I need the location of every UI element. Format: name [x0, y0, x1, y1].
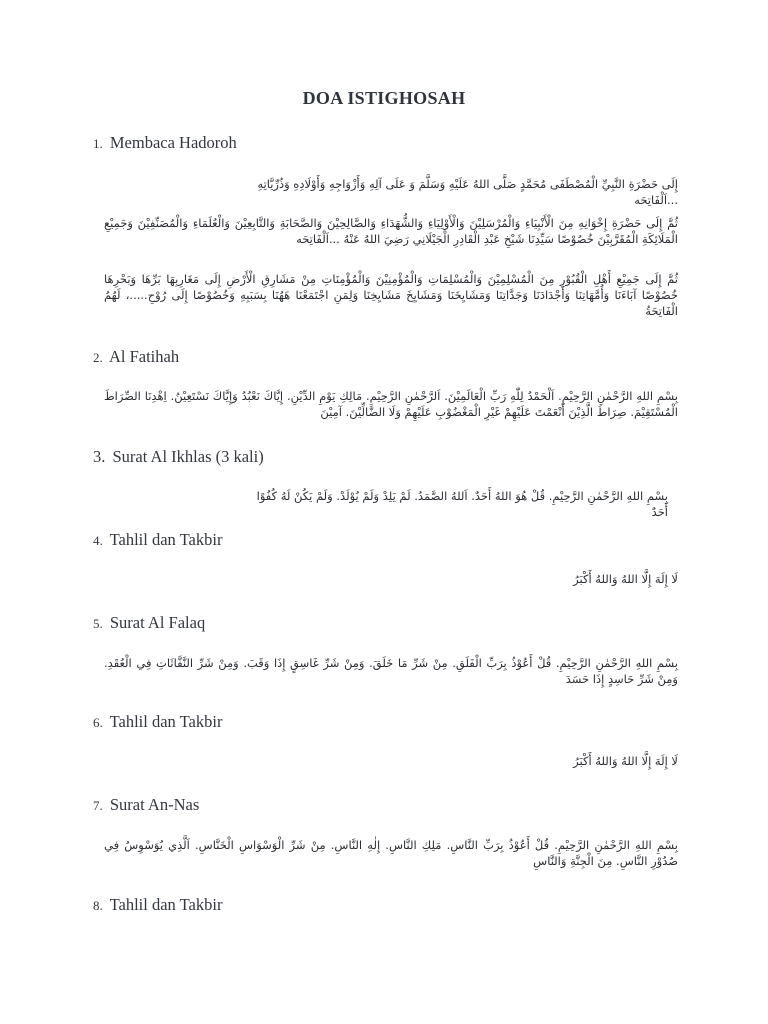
section-title: Membaca Hadoroh	[109, 133, 237, 152]
section-heading-3	[93, 447, 264, 467]
arabic-paragraph: إِلَى حَضْرَةِ النَّبِيِّ الْمُصْطَفَى مُحَمَّدٍ صَلَّى اللهُ عَلَيْهِ وَسَلَّمَ وَ عَلَى آلِهِ وَأَزْوَاجِهِ وَأَوْلَادِهِ وَذُرِّيَّاتِهِ ...اَلْفَاتِحَه	[257, 177, 678, 207]
arabic-paragraph: لَا إِلَهَ إِلَّا اللهُ وَاللهُ أَكْبَرُ	[573, 572, 678, 586]
section-title: Surat An-Nas	[109, 795, 200, 814]
section-title: Al Fatihah	[108, 347, 180, 366]
section-number: 8.	[93, 898, 103, 913]
section-heading-5	[93, 613, 205, 633]
arabic-paragraph: لَا إِلَهَ إِلَّا اللهُ وَاللهُ أَكْبَرُ	[573, 754, 678, 768]
section-heading-4	[93, 530, 222, 550]
section-number: 6.	[93, 715, 103, 730]
arabic-paragraph: بِسْمِ اللهِ الرَّحْمٰنِ الرَّحِيْمِ. قُلْ أَعُوْذُ بِرَبِّ الْفَلَقِ. مِنْ شَرِّ مَا خَلَقَ. وَمِنْ شَرِّ غَاسِقٍ إِذَا وَقَبَ. وَمِنْ شَرِّ النَّفَّاثَاتِ فِي الْعُقَدِ. وَمِنْ شَرِّ حَاسِدٍ إِذَا حَسَدَ	[104, 656, 678, 686]
section-title: Tahlil dan Takbir	[109, 530, 223, 549]
arabic-paragraph: بِسْمِ اللهِ الرَّحْمٰنِ الرَّحِيْمِ. قُلْ هُوَ اللهُ أَحَدٌ. اَللهُ الصَّمَدُ. لَمْ يَلِدْ وَلَمْ يُوْلَدْ. وَلَمْ يَكُنْ لَهُ كُفُوًا أَحَدٌ	[256, 489, 668, 519]
section-number: 7.	[93, 798, 103, 813]
arabic-paragraph: ثُمَّ إِلَى جَمِيْعِ أَهْلِ الْقُبُوْرِ مِنَ الْمُسْلِمِيْنَ وَالْمُسْلِمَاتِ وَالْمُؤْمِنِيْنَ وَالْمُؤْمِنَاتِ مِنْ مَشَارِقِ الْأَرْضِ إِلَى مَغَارِبِهَا بَرِّهَا وَبَحْرِهَا خُصُوْصًا آبَاءَنَا وَأُمَّهَاتِنَا وَأَجْدَادَنَا وَجَدَّاتِنَا وَمَشَايِخَنَا وَمَشَايِخَ مَشَايِخِنَا وَلِمَنِ اجْتَمَعْنَا هَهُنَا بِسَبَبِهِ وَخُصُوْصًا إِلَى رُوْحِ.....، لَهُمُ الْفَاتِحَةُ	[104, 272, 678, 318]
section-heading-7	[93, 795, 199, 815]
section-heading-2	[93, 347, 179, 367]
document-title: DOA ISTIGHOSAH	[302, 88, 466, 108]
section-title: Surat Al Falaq	[109, 613, 206, 632]
arabic-paragraph: بِسْمِ اللهِ الرَّحْمٰنِ الرَّحِيْمِ. اَلْحَمْدُ لِلّٰهِ رَبِّ الْعَالَمِيْنَ. اَلرَّحْمٰنِ الرَّحِيْمِ. مَالِكِ يَوْمِ الدِّيْنِ. إِيَّاكَ نَعْبُدُ وَإِيَّاكَ نَسْتَعِيْنُ. اِهْدِنَا الصِّرَاطَ الْمُسْتَقِيْمَ. صِرَاطَ الَّذِيْنَ أَنْعَمْتَ عَلَيْهِمْ غَيْرِ الْمَغْضُوْبِ عَلَيْهِمْ وَلَا الضَّالِّيْنَ. آمِيْنَ	[104, 389, 678, 419]
section-heading-8	[93, 895, 222, 915]
arabic-paragraph: بِسْمِ اللهِ الرَّحْمٰنِ الرَّحِيْمِ. قُلْ أَعُوْذُ بِرَبِّ النَّاسِ. مَلِكِ النَّاسِ. إِلٰهِ النَّاسِ. مِنْ شَرِّ الْوَسْوَاسِ الْخَنَّاسِ. اَلَّذِي يُوَسْوِسُ فِي صُدُوْرِ النَّاسِ. مِنَ الْجِنَّةِ وَالنَّاسِ	[104, 838, 678, 868]
section-number: 1.	[93, 136, 103, 151]
section-heading-6	[93, 712, 222, 732]
section-number: 5.	[93, 616, 103, 631]
section-title: Tahlil dan Takbir	[109, 712, 223, 731]
section-number: 2.	[93, 350, 103, 365]
section-heading-1	[93, 133, 237, 153]
section-title: Surat Al Ikhlas (3 kali)	[112, 447, 264, 466]
arabic-paragraph: ثُمَّ إِلَى حَضْرَةِ إِخْوَانِهِ مِنَ الْأَنْبِيَاءِ وَالْمُرْسَلِيْنَ وَالْأَوْلِيَاءِ وَالشُّهَدَاءِ وَالصَّالِحِيْنَ وَالصَّحَابَةِ وَالتَّابِعِيْنَ وَالْعُلَمَاءِ وَالْمُصَنِّفِيْنَ وَجَمِيْعِ الْمَلَائِكَةِ الْمُقَرَّبِيْنَ خُصُوْصًا سَيِّدِنَا شَيْخِ عَبْدِ الْقَادِرِ الْجَيْلَانِي رَضِيَ اللهُ عَنْهُ ...اَلْفَاتِحَه	[104, 216, 678, 246]
section-title: Tahlil dan Takbir	[109, 895, 223, 914]
section-number: 4.	[93, 533, 103, 548]
section-number: 3.	[93, 447, 106, 466]
